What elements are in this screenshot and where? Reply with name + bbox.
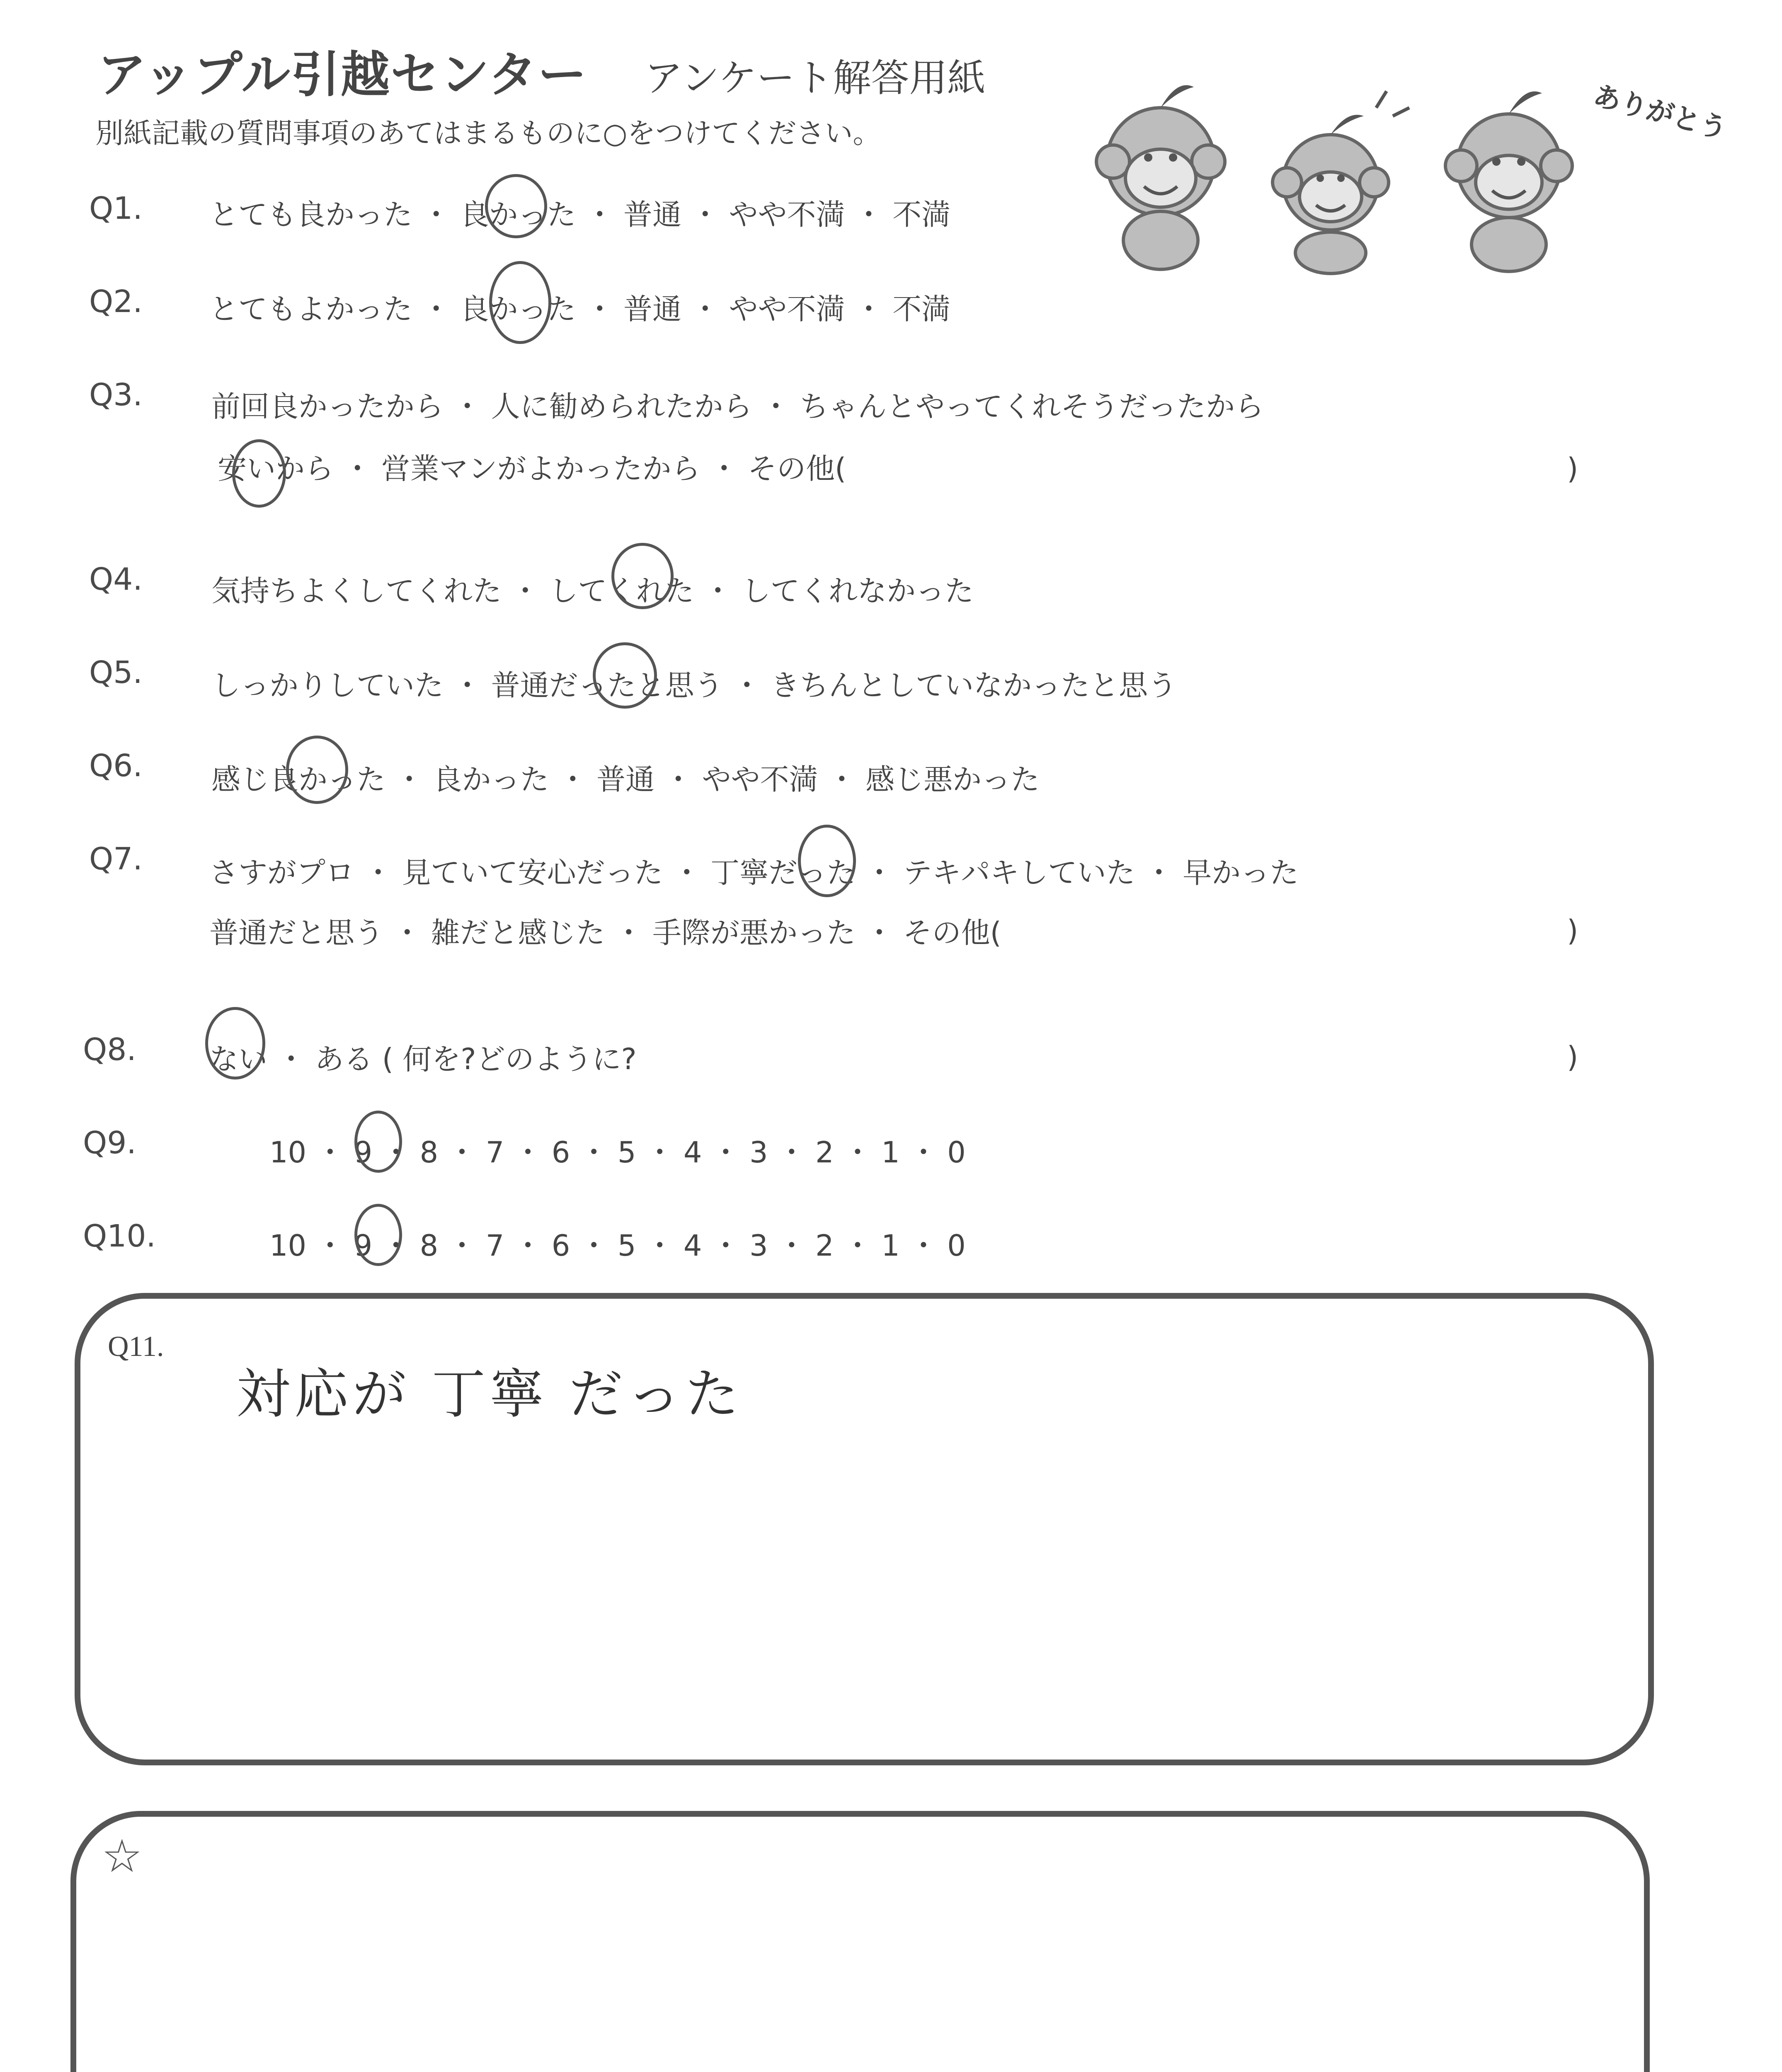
q10-score-8[interactable]: 8 — [419, 1229, 439, 1263]
q7-option-6[interactable]: 普通だと思う — [209, 916, 383, 950]
q1-options: とても良かった ・ 良かった ・ 普通 ・ やや不満 ・ 不満 — [209, 198, 951, 232]
q2-answer-circle — [489, 261, 551, 344]
q9-score-8[interactable]: 8 — [419, 1135, 439, 1169]
q7-options-line2: 普通だと思う ・ 雑だと感じた ・ 手際が悪かった ・ その他( — [209, 916, 1001, 950]
q6-answer-circle — [286, 736, 348, 804]
q11-label: Q11. — [108, 1331, 164, 1363]
q8-option-1[interactable]: ない — [209, 1042, 267, 1076]
q9-score-9[interactable]: 9 — [354, 1135, 373, 1169]
q6-option-4[interactable]: やや不満 — [702, 762, 818, 796]
q3-option-5[interactable]: 営業マンがよかったから — [381, 452, 701, 486]
q3-options-line1: 前回良かったから ・ 人に勧められたから ・ ちゃんとやってくれそうだったから — [211, 390, 1264, 424]
q5-answer-circle — [593, 642, 657, 709]
q9-answer-circle — [354, 1111, 402, 1173]
q4-option-2[interactable]: してくれた — [549, 574, 694, 608]
q3-option-4[interactable]: 安いから — [218, 452, 334, 486]
q10-score-3[interactable]: 3 — [749, 1229, 768, 1263]
q2-option-5[interactable]: 不満 — [892, 292, 951, 326]
q9-score-10[interactable]: 10 — [269, 1135, 307, 1169]
q9-scale: 10 ・ 9 ・ 8 ・ 7 ・ 6 ・ 5 ・ 4 ・ 3 ・ 2 ・ 1 ・ 0 — [269, 1135, 966, 1169]
q8-options: ない ・ ある ( 何を?どのように? — [209, 1042, 637, 1076]
q10-answer-circle — [354, 1204, 402, 1266]
q9-score-1[interactable]: 1 — [881, 1135, 900, 1169]
q7-option-1[interactable]: さすがプロ — [209, 856, 354, 890]
q5-label: Q5. — [89, 655, 143, 690]
q2-options: とてもよかった ・ 良かった ・ 普通 ・ やや不満 ・ 不満 — [209, 292, 951, 326]
q3-option-3[interactable]: ちゃんとやってくれそうだったから — [800, 390, 1264, 424]
q7-option-8[interactable]: 手際が悪かった — [652, 916, 856, 950]
q1-option-1[interactable]: とても良かった — [209, 198, 412, 232]
q10-score-10[interactable]: 10 — [269, 1229, 307, 1263]
q6-option-3[interactable]: 普通 — [596, 762, 655, 796]
q1-label: Q1. — [89, 191, 143, 226]
q3-option-6[interactable]: その他( — [748, 452, 846, 486]
q8-label: Q8. — [83, 1032, 136, 1067]
q5-options: しっかりしていた ・ 普通だったと思う ・ きちんとしていなかったと思う — [211, 668, 1177, 702]
q10-score-1[interactable]: 1 — [881, 1229, 900, 1263]
q1-option-3[interactable]: 普通 — [623, 198, 682, 232]
form-instruction: 別紙記載の質問事項のあてはまるものに○をつけてください。 — [95, 117, 881, 150]
form-title: アップル引越センター — [97, 46, 588, 103]
q8-close-paren: ) — [1567, 1040, 1578, 1074]
q10-score-9[interactable]: 9 — [354, 1229, 373, 1263]
q7-option-3[interactable]: 丁寧だった — [710, 856, 856, 890]
q4-option-3[interactable]: してくれなかった — [742, 574, 974, 608]
q3-close-paren: ) — [1567, 452, 1578, 486]
q4-option-1[interactable]: 気持ちよくしてくれた — [211, 574, 502, 608]
q7-option-4[interactable]: テキパキしていた — [903, 856, 1135, 890]
q7-option-9[interactable]: その他( — [903, 916, 1001, 950]
q10-score-0[interactable]: 0 — [947, 1229, 966, 1263]
q6-option-5[interactable]: 感じ悪かった — [866, 762, 1040, 796]
q2-option-1[interactable]: とてもよかった — [209, 292, 412, 326]
q10-label: Q10. — [83, 1218, 156, 1254]
q9-label: Q9. — [83, 1125, 136, 1161]
q1-option-2[interactable]: 良かった — [460, 198, 576, 232]
q1-answer-circle — [485, 174, 547, 238]
q7-option-5[interactable]: 早かった — [1183, 856, 1299, 890]
q2-label: Q2. — [89, 284, 143, 320]
q4-answer-circle — [611, 543, 674, 609]
q7-close-paren: ) — [1567, 914, 1578, 948]
q7-option-7[interactable]: 雑だと感じた — [431, 916, 605, 950]
q3-option-1[interactable]: 前回良かったから — [211, 390, 444, 424]
q1-option-4[interactable]: やや不満 — [729, 198, 845, 232]
q8-answer-circle — [205, 1007, 265, 1080]
q10-score-2[interactable]: 2 — [815, 1229, 834, 1263]
q2-option-2[interactable]: 良かった — [460, 292, 576, 326]
q9-score-6[interactable]: 6 — [551, 1135, 570, 1169]
q4-options: 気持ちよくしてくれた ・ してくれた ・ してくれなかった — [211, 574, 974, 608]
q4-label: Q4. — [89, 562, 143, 597]
q5-option-3[interactable]: きちんとしていなかったと思う — [771, 668, 1177, 702]
thanks-text: ありがとう — [1590, 79, 1731, 145]
q9-score-2[interactable]: 2 — [815, 1135, 834, 1169]
q6-option-2[interactable]: 良かった — [433, 762, 549, 796]
q2-option-3[interactable]: 普通 — [623, 292, 682, 326]
q5-option-1[interactable]: しっかりしていた — [211, 668, 444, 702]
q10-score-6[interactable]: 6 — [551, 1229, 570, 1263]
q9-score-3[interactable]: 3 — [749, 1135, 768, 1169]
monkey-mascot-illustration — [1078, 58, 1731, 274]
q9-score-0[interactable]: 0 — [947, 1135, 966, 1169]
q2-option-4[interactable]: やや不満 — [729, 292, 845, 326]
q10-scale: 10 ・ 9 ・ 8 ・ 7 ・ 6 ・ 5 ・ 4 ・ 3 ・ 2 ・ 1 ・ 0 — [269, 1229, 966, 1263]
q3-label: Q3. — [89, 377, 143, 413]
q7-options-line1: さすがプロ ・ 見ていて安心だった ・ 丁寧だった ・ テキパキしていた ・ 早かった — [209, 856, 1299, 890]
q10-score-4[interactable]: 4 — [683, 1229, 702, 1263]
q10-score-7[interactable]: 7 — [485, 1229, 504, 1263]
q7-option-2[interactable]: 見ていて安心だった — [402, 856, 663, 890]
q3-options-line2: 安いから ・ 営業マンがよかったから ・ その他( — [218, 452, 846, 486]
q7-answer-circle — [798, 825, 856, 897]
q7-label: Q7. — [89, 841, 143, 877]
q8-option-2[interactable]: ある ( 何を?どのように? — [315, 1042, 637, 1076]
star-icon: ☆ — [102, 1830, 143, 1883]
q3-answer-circle — [232, 439, 286, 508]
q5-option-2[interactable]: 普通だったと思う — [491, 668, 723, 702]
star-comment-box[interactable] — [70, 1811, 1650, 2072]
q9-score-7[interactable]: 7 — [485, 1135, 504, 1169]
q1-option-5[interactable]: 不満 — [892, 198, 951, 232]
q10-score-5[interactable]: 5 — [617, 1229, 636, 1263]
q11-handwritten-answer: 対応が 丁寧 だった — [236, 1363, 743, 1426]
q6-option-1[interactable]: 感じ良かった — [211, 762, 385, 796]
q6-options: 感じ良かった ・ 良かった ・ 普通 ・ やや不満 ・ 感じ悪かった — [211, 762, 1040, 796]
q9-score-5[interactable]: 5 — [617, 1135, 636, 1169]
q6-label: Q6. — [89, 748, 143, 784]
q3-option-2[interactable]: 人に勧められたから — [491, 390, 752, 424]
form-subtitle: アンケート解答用紙 — [645, 56, 986, 100]
q9-score-4[interactable]: 4 — [683, 1135, 702, 1169]
